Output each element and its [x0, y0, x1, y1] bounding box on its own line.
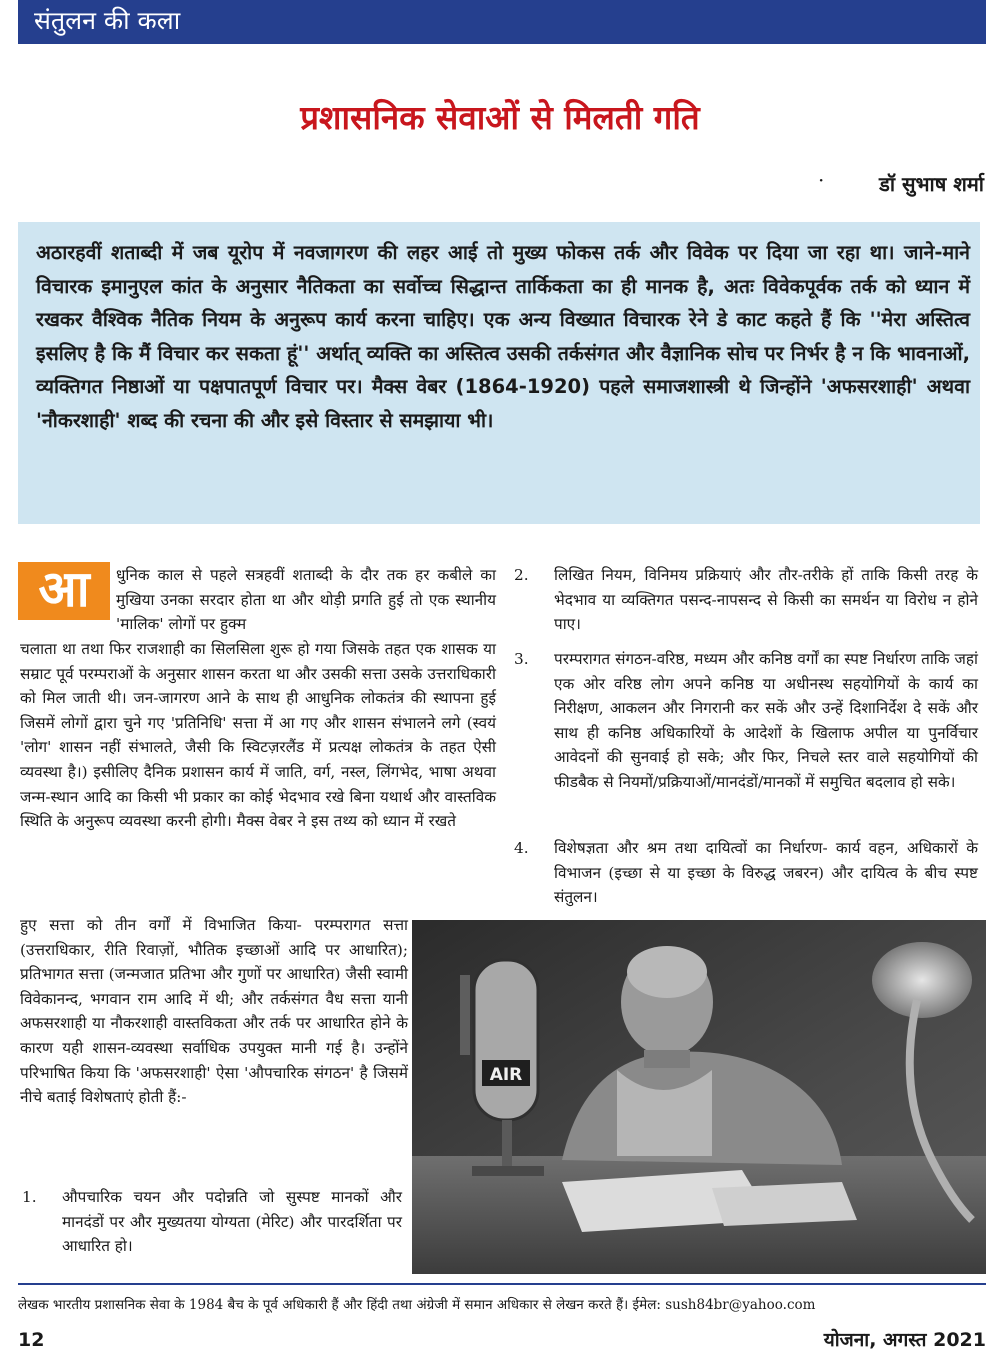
photo-illustration: [412, 920, 986, 1274]
list-item-number: 2.: [514, 566, 529, 584]
list-item-text: विशेषज्ञता और श्रम तथा दायित्वों का निर्धारण- कार्य वहन, अधिकारों के विभाजन (इच्छा से या इच्छा के विरुद्ध जबरन) और दायित्व के बीच स्पष्ट संतुलन।: [554, 839, 978, 907]
drop-cap: [18, 562, 110, 620]
article-title: प्रशासनिक सेवाओं से मिलती गति: [300, 98, 700, 137]
list-item-number: 3.: [514, 650, 529, 668]
article-author: डॉ सुभाष शर्मा: [879, 172, 984, 196]
list-item-text: लिखित नियम, विनिमय प्रक्रियाएं और तौर-तरीके हों ताकि किसी तरह के भेदभाव या व्यक्तिगत पसन्द-नापसन्द से किसी का समर्थन या विरोध न होने पाए।: [554, 566, 978, 634]
section-header-title: संतुलन की कला: [34, 6, 181, 35]
section-header: [18, 0, 986, 44]
list-item-number: 4.: [514, 839, 529, 857]
mic-label: AIR: [489, 1065, 523, 1085]
list-item-text: औपचारिक चयन और पदोन्नति जो सुस्पष्ट मानकों और मानदंडों पर और मुख्यतया योग्यता (मेरिट) और पारदर्शिता पर आधारित हो।: [62, 1188, 402, 1256]
intro-text: अठारहवीं शताब्दी में जब यूरोप में नवजागरण की लहर आई तो मुख्य फोकस तर्क और विवेक पर दिया जा रहा था। जाने-माने विचारक इमानुएल कांत के अनुसार नैतिकता का सर्वोच्च सिद्धान्त तार्किकता का ही मानक है, अतः विवेकपूर्वक तर्क को ध्यान में रखकर वैश्विक नैतिक नियम के अनुरूप कार्य करना चाहिए। एक अन्य विख्यात विचारक रेने डे काट कहते हैं कि ''मेरा अस्तित्व इसलिए है कि मैं विचार कर सकता हूं'' अर्थात् व्यक्ति का अस्तित्व उसकी तर्कसंगत और वैज्ञानिक सोच पर निर्भर है न कि भावनाओं, व्यक्तिगत निष्ठाओं या पक्षपातपूर्ण विचार पर। मैक्स वेबर (1864-1920) पहले समाजशास्त्री थे जिन्होंने 'अफसरशाही' अथवा 'नौकरशाही' शब्द की रचना की और इसे विस्तार से समझाया भी।: [36, 241, 970, 432]
author-bullet-dot: ·: [818, 168, 825, 192]
list-item-text: परम्परागत संगठन-वरिष्ठ, मध्यम और कनिष्ठ वर्गों का स्पष्ट निर्धारण ताकि जहां एक ओर वरिष्ठ लोग अपने कनिष्ठ या अधीनस्थ सहयोगियों के कार्य का निरीक्षण, आकलन और निगरानी कर सकें और उन्हें दिशानिर्देश दे सकें और साथ ही कनिष्ठ अधिकारियों के आदेशों के खिलाफ अपील या पुनर्विचार आवेदनों की सुनवाई हो सके; और फिर, निचले स्तर वाले सहयोगियों की फीडबैक से नियमों/प्रक्रियाओं/मानदंडों/मानकों में समुचित बदलाव हो सके।: [554, 650, 978, 791]
footer-rule: [18, 1283, 986, 1285]
publication-name: योजना, अगस्त 2021: [823, 1329, 986, 1351]
body-paragraph-lead: धुनिक काल से पहले सत्रहवीं शताब्दी के दौर तक हर कबीले का मुखिया उनका सरदार होता था और थोड़ी प्रगति हुई तो एक स्थानीय 'मालिक' लोगों पर हुक्म: [116, 566, 496, 634]
author-footnote: लेखक भारतीय प्रशासनिक सेवा के 1984 बैच के पूर्व अधिकारी हैं और हिंदी तथा अंग्रेजी में समान अधिकार से लेखन करते हैं। ईमेल: sush84br@yahoo.com: [18, 1297, 816, 1313]
list-item-number: 1.: [22, 1188, 37, 1206]
article-photo: [412, 920, 986, 1274]
drop-cap-letter: आ: [38, 560, 90, 618]
page-number: 12: [18, 1329, 45, 1351]
body-paragraph-continued: हुए सत्ता को तीन वर्गों में विभाजित किया- परम्परागत सत्ता (उत्तराधिकार, रीति रिवाज़ों, भौतिक इच्छाओं आदि पर आधारित); प्रतिभागत सत्ता (जन्मजात प्रतिभा और गुणों पर आधारित) जैसी स्वामी विवेकानन्द, भगवान राम आदि में थी; और तर्कसंगत वैध सत्ता यानी अफसरशाही या नौकरशाही वास्तविकता और तर्क पर आधारित होने के कारण यही शासन-व्यवस्था सर्वाधिक उपयुक्त मानी गई है। उन्होंने परिभाषित किया कि 'अफसरशाही' ऐसा 'औपचारिक संगठन' है जिसमें नीचे बताई विशेषताएं होती हैं:-: [20, 916, 408, 1107]
body-paragraph: चलाता था तथा फिर राजशाही का सिलसिला शुरू हो गया जिसके तहत एक शासक या सम्राट पूर्व परम्पराओं के अनुसार शासन करता था और उसकी सत्ता उसके उत्तराधिकारी को मिल जाती थी। जन-जागरण आने के साथ ही आधुनिक लोकतंत्र की स्थापना हुई जिसमें लोगों द्वारा चुने गए 'प्रतिनिधि' सत्ता में आ गए और शासन संभालने लगे (स्वयं 'लोग' शासन नहीं संभालते, जैसी कि स्विटज़रलैंड में प्रत्यक्ष लोकतंत्र के तहत ऐसी व्यवस्था है।) इसीलिए दैनिक प्रशासन कार्य में जाति, वर्ग, नस्ल, लिंगभेद, भाषा अथवा जन्म-स्थान आदि का किसी भी प्रकार का कोई भेदभाव रखे बिना यथार्थ और वास्तविक स्थिति के अनुरूप व्यवस्था करनी होगी। मैक्स वेबर ने इस तथ्य को ध्यान में रखते: [20, 640, 496, 831]
